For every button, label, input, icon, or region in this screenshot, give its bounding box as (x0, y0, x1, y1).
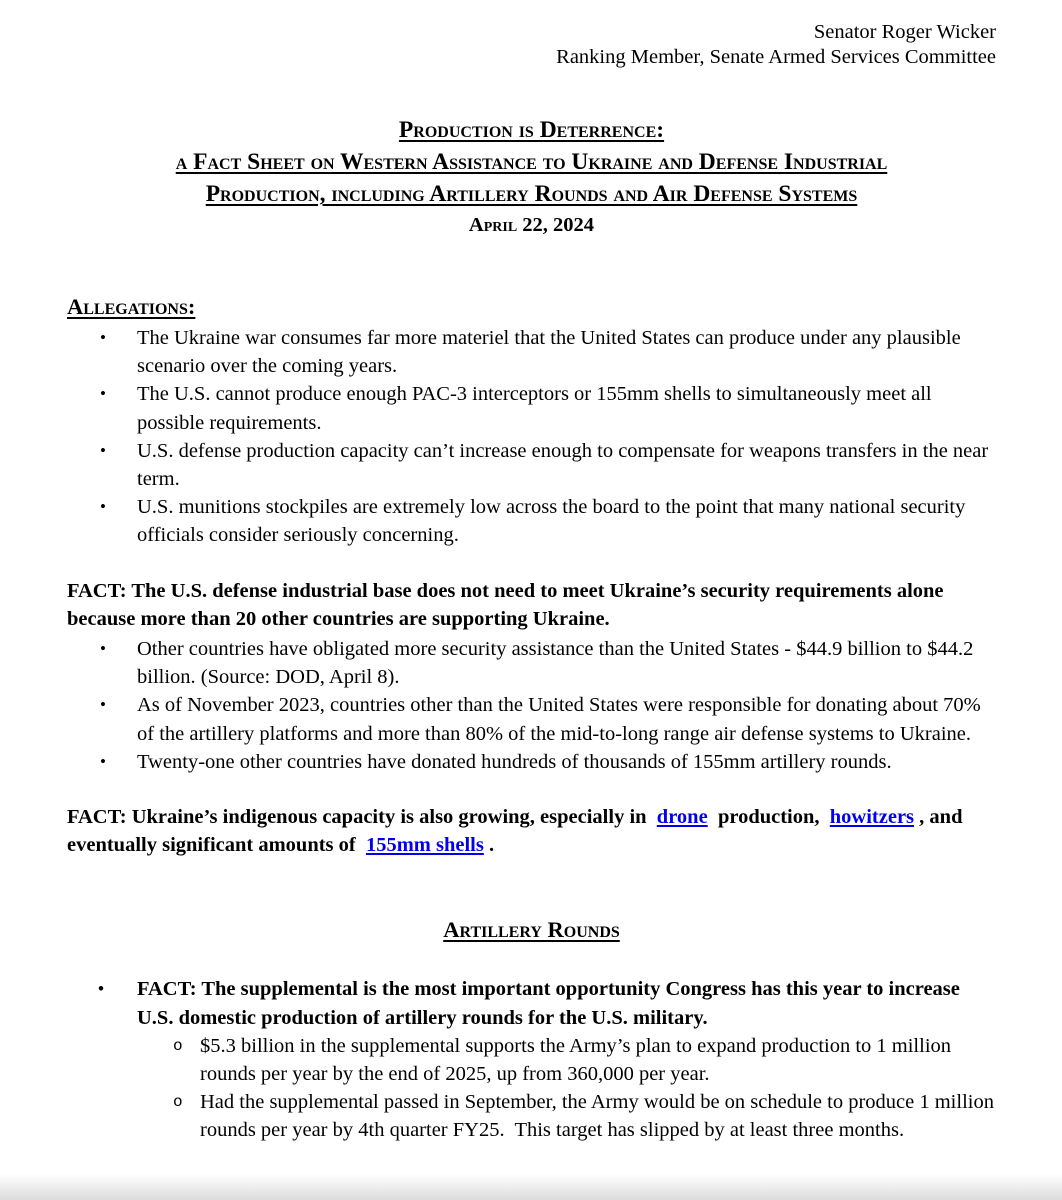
bottom-fade (0, 1174, 1062, 1200)
header-role: Ranking Member, Senate Armed Services Committee (556, 46, 996, 68)
allegations-heading: Allegations: (67, 294, 196, 319)
artillery-fact-bullet (67, 975, 996, 1031)
fact2-segment: , and eventually significant amounts of (67, 806, 968, 857)
fact1-text: As of November 2023, countries other than the United States were responsible for donating about 70% of the artillery platforms and more than 80% of the mid-to-long range air defense systems to Ukraine. (137, 694, 986, 745)
title-date: April 22, 2024 (468, 214, 595, 236)
title-block (67, 114, 996, 240)
allegation-text: The U.S. cannot produce enough PAC-3 interceptors or 155mm shells to simultaneously meet all possible requirements. (137, 383, 937, 434)
allegation-item (67, 380, 996, 436)
fact1-text: Other countries have obligated more security assistance than the United States - $44.9 billion to $44.2 billion. (Source: DOD, April 8). (137, 638, 979, 689)
allegation-item (67, 324, 996, 380)
title-line-3: Production, including Artillery Rounds and Air Defense Systems (205, 181, 858, 207)
inline-link[interactable]: 155mm shells (365, 834, 484, 857)
artillery-sub-text: $5.3 billion in the supplemental supports the Army’s plan to expand production to 1 million rounds per year by the end of 2025, up from 360,000 per year. (200, 1034, 957, 1086)
fact2-segment: . (488, 834, 495, 857)
allegation-text: The Ukraine war consumes far more materiel that the United States can produce under any plausible scenario over the coming years. (137, 327, 966, 378)
bullet-icon: • (100, 695, 106, 715)
allegation-item (67, 493, 996, 549)
bullet-icon: • (98, 979, 104, 999)
header-author: Senator Roger Wicker (813, 21, 996, 43)
allegation-item (67, 437, 996, 493)
fact-paragraph-1: FACT: The U.S. defense industrial base does not need to meet Ukraine’s security requirements alone because more than 20 other countries are supporting Ukraine. (67, 579, 944, 630)
allegations-list (67, 324, 996, 550)
inline-link[interactable]: drone (656, 806, 708, 829)
fact1-list (67, 635, 996, 776)
bullet-icon: • (100, 751, 106, 771)
title-line-1: Production is Deterrence: (398, 117, 665, 143)
bullet-icon: • (100, 639, 106, 659)
inline-link[interactable]: howitzers (829, 806, 915, 829)
fact1-item (67, 748, 996, 776)
artillery-sub-text: Had the supplemental passed in September, the Army would be on schedule to produce 1 million rounds per year by 4th quarter FY25. This target has slipped by at least three months. (200, 1091, 1000, 1142)
fact1-text: Twenty-one other countries have donated hundreds of thousands of 155mm artillery rounds. (137, 750, 892, 773)
bullet-icon: • (100, 384, 106, 404)
fact1-item (67, 691, 996, 747)
artillery-rounds-heading: Artillery Rounds (443, 917, 620, 943)
fact2-segment: production, (712, 806, 825, 829)
artillery-sublist (67, 1032, 1000, 1145)
sub-bullet-icon: o (173, 1093, 183, 1112)
allegation-text: U.S. defense production capacity can’t increase enough to compensate for weapons transfers in the near term. (137, 439, 994, 491)
sub-bullet-icon: o (173, 1036, 183, 1055)
artillery-sub-item (67, 1032, 996, 1088)
document-header (67, 20, 996, 70)
bullet-icon: • (100, 497, 106, 517)
fact2-segment: FACT: Ukraine’s indigenous capacity is also growing, especially in (67, 806, 652, 829)
fact-paragraph-2 (67, 803, 996, 859)
artillery-sub-item (67, 1088, 1000, 1144)
bullet-icon: • (100, 328, 106, 347)
artillery-fact-text: FACT: The supplemental is the most important opportunity Congress has this year to increase U.S. domestic production of artillery rounds for the U.S. military. (137, 978, 965, 1029)
fact1-item (67, 635, 996, 691)
title-line-2: a Fact Sheet on Western Assistance to Ukraine and Defense Industrial (175, 149, 888, 175)
bullet-icon: • (100, 440, 106, 460)
allegation-text: U.S. munitions stockpiles are extremely low across the board to the point that many national security officials consider seriously concerning. (137, 496, 971, 547)
